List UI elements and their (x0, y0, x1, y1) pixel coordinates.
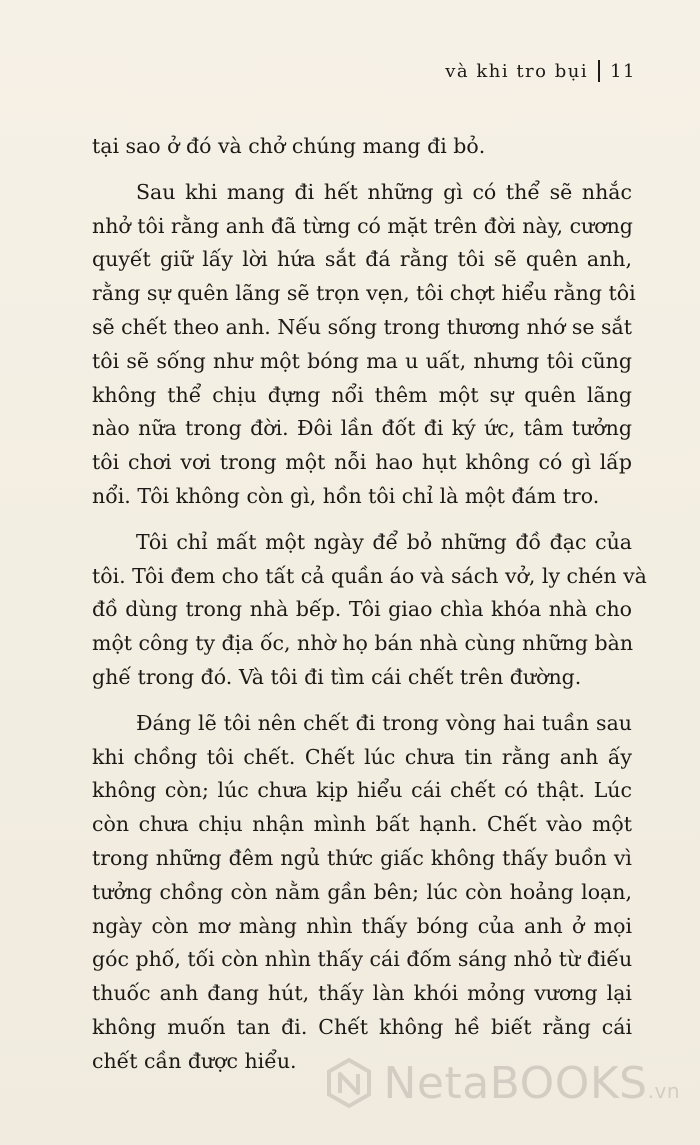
text-line: nào nữa trong đời. Đôi lần đốt đi ký ức, tâm tưởng (92, 416, 632, 441)
text-line: tôi sẽ sống như một bóng ma u uất, nhưng tôi cũng (92, 348, 632, 373)
text-line: đồ dùng trong nhà bếp. Tôi giao chìa khóa nhà cho (92, 597, 632, 622)
text-line: Đáng lẽ tôi nên chết đi trong vòng hai tuần sau (136, 710, 632, 735)
body-text (92, 130, 647, 1091)
text-line: không thể chịu đựng nổi thêm một sự quên lãng (92, 382, 632, 407)
text-line: Sau khi mang đi hết những gì có thể sẽ nhắc (136, 179, 632, 204)
text-line: tôi. Tôi đem cho tất cả quần áo và sách vở, ly chén và (92, 563, 647, 588)
paragraph (92, 526, 647, 695)
paragraph (92, 707, 632, 1079)
page-number: 11 (610, 60, 636, 82)
text-line: không muốn tan đi. Chết không hề biết rằng cái (92, 1014, 632, 1039)
text-line: còn chưa chịu nhận mình bất hạnh. Chết vào một (92, 812, 632, 837)
text-line: tưởng chồng còn nằm gần bên; lúc còn hoảng loạn, (92, 879, 632, 904)
text-line: thuốc anh đang hút, thấy làn khói mỏng vương lại (92, 981, 632, 1006)
netabooks-logo-icon (323, 1057, 375, 1109)
header-divider (598, 60, 600, 82)
text-line: một công ty địa ốc, nhờ họ bán nhà cùng những bàn (92, 631, 634, 656)
text-line: nhở tôi rằng anh đã từng có mặt trên đời này, cương (92, 213, 633, 238)
paragraph (92, 176, 636, 514)
text-line: tại sao ở đó và chở chúng mang đi bỏ. (92, 134, 486, 158)
text-line: khi chồng tôi chết. Chết lúc chưa tin rằng anh ấy (92, 744, 632, 769)
text-line: quyết giữ lấy lời hứa sắt đá rằng tôi sẽ quên anh, (92, 247, 632, 272)
text-line: tôi chơi vơi trong một nỗi hao hụt không có gì lấp (92, 450, 632, 475)
text-line: ngày còn mơ màng nhìn thấy bóng của anh ở mọi (92, 913, 632, 938)
text-line: sẽ chết theo anh. Nếu sống trong thương nhớ se sắt (92, 314, 632, 339)
text-line: rằng sự quên lãng sẽ trọn vẹn, tôi chợt hiểu rằng tôi (92, 281, 636, 306)
text-line: ghế trong đó. Và tôi đi tìm cái chết trên đường. (92, 664, 582, 689)
watermark (323, 1057, 680, 1109)
page-header (445, 60, 636, 82)
text-line: không còn; lúc chưa kịp hiểu cái chết có thật. Lúc (92, 778, 632, 803)
text-line: chết cần được hiểu. (92, 1048, 297, 1073)
watermark-brand: NetaBOOKS.vn (383, 1057, 680, 1109)
paragraph (92, 130, 632, 164)
running-title: và khi tro bụi (445, 60, 589, 82)
text-line: nổi. Tôi không còn gì, hồn tôi chỉ là một đám tro. (92, 483, 600, 508)
text-line: trong những đêm ngủ thức giấc không thấy buồn vì (92, 845, 632, 870)
text-line: góc phố, tối còn nhìn thấy cái đốm sáng nhỏ từ điếu (92, 947, 633, 972)
text-line: Tôi chỉ mất một ngày để bỏ những đồ đạc của (136, 529, 632, 554)
